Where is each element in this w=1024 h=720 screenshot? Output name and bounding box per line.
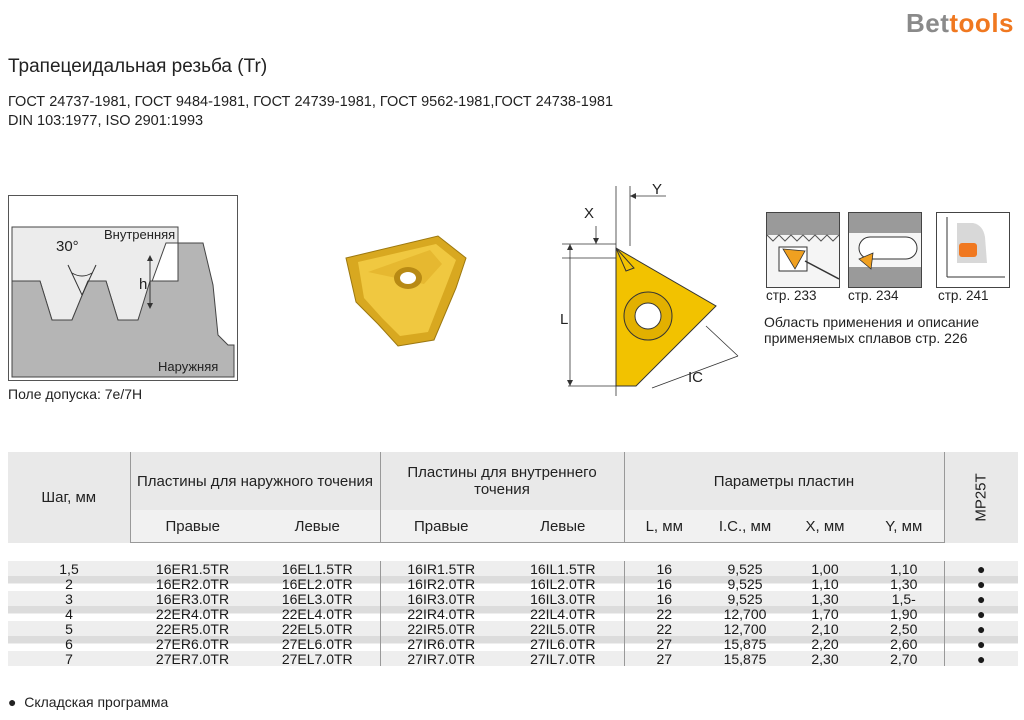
cell-int-left: 16IL1.5TR xyxy=(502,561,624,576)
cell-int-left: 22IL4.0TR xyxy=(502,606,624,621)
cell-x: 1,00 xyxy=(786,561,864,576)
cell-x: 1,10 xyxy=(786,576,864,591)
cell-int-left: 27IL7.0TR xyxy=(502,651,624,666)
cell-ext-left: 27EL7.0TR xyxy=(255,651,380,666)
cell-y: 2,70 xyxy=(864,651,944,666)
cell-l: 27 xyxy=(624,636,704,651)
cell-ext-right: 16ER3.0TR xyxy=(130,591,255,606)
grade-chart-icon xyxy=(937,213,1009,287)
cell-ext-right: 22ER5.0TR xyxy=(130,621,255,636)
ext-left-header: Левые xyxy=(255,510,380,543)
cell-x: 1,30 xyxy=(786,591,864,606)
internal-inserts-header: Пластины для внутреннего точения xyxy=(380,452,624,510)
page-title: Трапецеидальная резьба (Tr) xyxy=(8,56,268,77)
l-dim-label: L xyxy=(560,311,569,328)
cell-l: 27 xyxy=(624,651,704,666)
cell-int-right: 22IR4.0TR xyxy=(380,606,502,621)
cell-stock: ● xyxy=(944,561,1018,576)
logo-text-a: Bet xyxy=(905,8,950,38)
ic-header: I.C., мм xyxy=(704,510,786,543)
application-thumb-3[interactable] xyxy=(936,212,1010,288)
ext-right-header: Правые xyxy=(130,510,255,543)
angle-label: 30° xyxy=(56,238,79,255)
cell-x: 1,70 xyxy=(786,606,864,621)
footnote-text: Складская программа xyxy=(24,694,169,710)
footnote: ● Складская программа xyxy=(8,694,169,710)
insert-spec-table xyxy=(8,452,1018,666)
cell-ic: 9,525 xyxy=(704,561,786,576)
cell-pitch: 6 xyxy=(8,636,130,651)
cell-ext-right: 27ER6.0TR xyxy=(130,636,255,651)
internal-label: Внутренняя xyxy=(104,227,176,242)
cell-x: 2,30 xyxy=(786,651,864,666)
cell-y: 1,30 xyxy=(864,576,944,591)
cell-ic: 15,875 xyxy=(704,651,786,666)
cell-stock: ● xyxy=(944,606,1018,621)
application-text-1: Область применения и описание xyxy=(764,314,979,330)
logo-text-b: tools xyxy=(949,8,1014,38)
grade-header xyxy=(944,452,1018,543)
cell-pitch: 2 xyxy=(8,576,130,591)
pitch-header: Шаг, мм xyxy=(8,452,130,543)
insert-dimension-drawing xyxy=(556,176,746,396)
table-row xyxy=(8,561,1018,576)
thumb-caption-2: стр. 234 xyxy=(848,288,899,303)
cell-y: 1,90 xyxy=(864,606,944,621)
int-right-header: Правые xyxy=(380,510,502,543)
application-text-2: применяемых сплавов стр. 226 xyxy=(764,330,968,346)
cell-int-left: 16IL2.0TR xyxy=(502,576,624,591)
cell-ext-left: 22EL5.0TR xyxy=(255,621,380,636)
cell-l: 16 xyxy=(624,591,704,606)
cell-int-left: 22IL5.0TR xyxy=(502,621,624,636)
cell-stock: ● xyxy=(944,651,1018,666)
cell-ext-left: 16EL1.5TR xyxy=(255,561,380,576)
cell-y: 1,5- xyxy=(864,591,944,606)
table-row xyxy=(8,591,1018,606)
cell-ext-right: 27ER7.0TR xyxy=(130,651,255,666)
cell-ext-right: 22ER4.0TR xyxy=(130,606,255,621)
table-row xyxy=(8,576,1018,591)
thumb-caption-3: стр. 241 xyxy=(938,288,989,303)
tolerance-text: Поле допуска: 7е/7Н xyxy=(8,386,143,402)
cell-stock: ● xyxy=(944,621,1018,636)
x-header: X, мм xyxy=(786,510,864,543)
cell-pitch: 4 xyxy=(8,606,130,621)
height-label: h xyxy=(139,276,148,293)
y-header: Y, мм xyxy=(864,510,944,543)
cell-ic: 12,700 xyxy=(704,621,786,636)
ic-dim-label: IC xyxy=(688,369,703,386)
external-label: Наружняя xyxy=(158,359,219,374)
internal-threading-icon xyxy=(849,213,921,287)
cell-int-right: 27IR6.0TR xyxy=(380,636,502,651)
external-inserts-header: Пластины для наружного точения xyxy=(130,452,380,510)
thumb-caption-1: стр. 233 xyxy=(766,288,817,303)
cell-ext-left: 27EL6.0TR xyxy=(255,636,380,651)
application-thumb-1[interactable] xyxy=(766,212,840,288)
int-left-header: Левые xyxy=(502,510,624,543)
cell-l: 22 xyxy=(624,621,704,636)
cell-x: 2,10 xyxy=(786,621,864,636)
cell-stock: ● xyxy=(944,576,1018,591)
cell-int-left: 16IL3.0TR xyxy=(502,591,624,606)
cell-pitch: 3 xyxy=(8,591,130,606)
cell-y: 2,60 xyxy=(864,636,944,651)
cell-stock: ● xyxy=(944,636,1018,651)
table-row xyxy=(8,651,1018,666)
cell-pitch: 7 xyxy=(8,651,130,666)
l-header: L, мм xyxy=(624,510,704,543)
cell-int-right: 16IR2.0TR xyxy=(380,576,502,591)
cell-ext-right: 16ER1.5TR xyxy=(130,561,255,576)
params-header: Параметры пластин xyxy=(624,452,944,510)
cell-ic: 9,525 xyxy=(704,576,786,591)
table-row xyxy=(8,606,1018,621)
cell-stock: ● xyxy=(944,591,1018,606)
brand-logo xyxy=(906,8,1014,39)
cell-l: 22 xyxy=(624,606,704,621)
application-thumb-2[interactable] xyxy=(848,212,922,288)
cell-int-right: 22IR5.0TR xyxy=(380,621,502,636)
insert-image xyxy=(338,228,468,348)
cell-x: 2,20 xyxy=(786,636,864,651)
x-dim-label: X xyxy=(584,205,595,222)
grade-header-text: MP25T xyxy=(972,473,990,522)
cell-int-right: 16IR3.0TR xyxy=(380,591,502,606)
cell-int-right: 27IR7.0TR xyxy=(380,651,502,666)
cell-ext-left: 16EL2.0TR xyxy=(255,576,380,591)
cell-int-right: 16IR1.5TR xyxy=(380,561,502,576)
cell-ic: 15,875 xyxy=(704,636,786,651)
y-dim-label: Y xyxy=(652,181,663,198)
standards-line-2: DIN 103:1977, ISO 2901:1993 xyxy=(8,113,204,129)
cell-y: 1,10 xyxy=(864,561,944,576)
cell-ic: 12,700 xyxy=(704,606,786,621)
table-row xyxy=(8,636,1018,651)
cell-y: 2,50 xyxy=(864,621,944,636)
cell-pitch: 5 xyxy=(8,621,130,636)
cell-ext-left: 22EL4.0TR xyxy=(255,606,380,621)
cell-ic: 9,525 xyxy=(704,591,786,606)
cell-l: 16 xyxy=(624,576,704,591)
cell-ext-left: 16EL3.0TR xyxy=(255,591,380,606)
external-threading-icon xyxy=(767,213,839,287)
cell-pitch: 1,5 xyxy=(8,561,130,576)
table-row xyxy=(8,621,1018,636)
cell-int-left: 27IL6.0TR xyxy=(502,636,624,651)
thread-profile-diagram xyxy=(8,195,238,381)
cell-ext-right: 16ER2.0TR xyxy=(130,576,255,591)
cell-l: 16 xyxy=(624,561,704,576)
standards-line-1: ГОСТ 24737-1981, ГОСТ 9484-1981, ГОСТ 24739-1981, ГОСТ 9562-1981,ГОСТ 24738-1981 xyxy=(8,94,614,110)
